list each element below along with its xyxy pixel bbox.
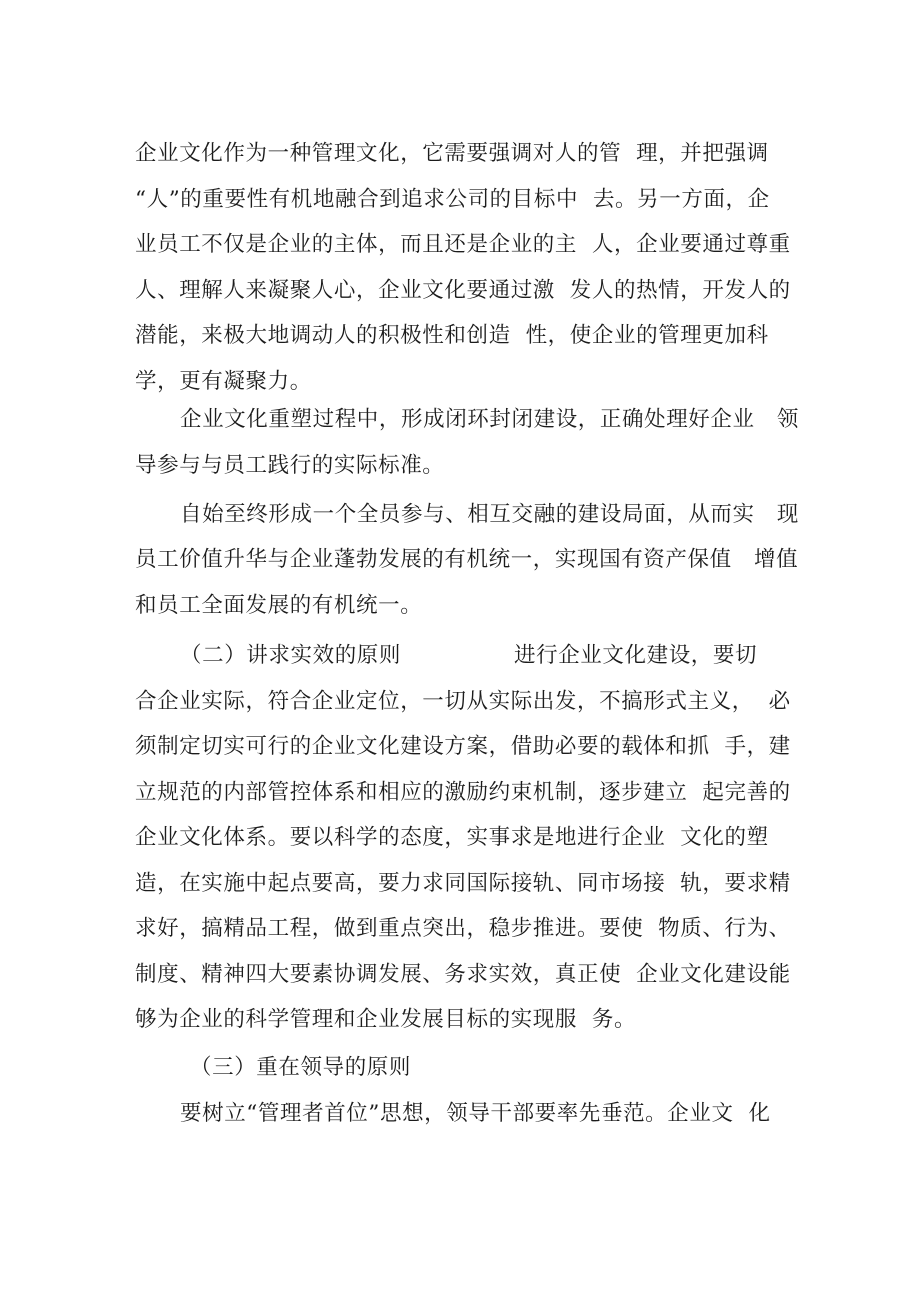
paragraph-line: 够为企业的科学管理和企业发展目标的实现服 务。 xyxy=(135,1007,637,1032)
paragraph-line: 制度、精神四大要素协调发展、务求实效，真正使 企业文化建设能 xyxy=(135,962,791,987)
paragraph-line: 潜能，来极大地调动人的积极性和创造 性，使企业的管理更加科 xyxy=(135,323,769,348)
paragraph-line: 企业文化体系。要以科学的态度，实事求是地进行企业 文化的塑 xyxy=(135,825,769,850)
paragraph-line: 进行企业文化建设，要切 xyxy=(514,643,758,668)
paragraph-line: 自始至终形成一个全员参与、相互交融的建设局面，从而实 现 xyxy=(180,502,800,527)
paragraph-line: 求好，搞精品工程，做到重点突出，稳步推进。要使 物质、行为、 xyxy=(135,916,791,941)
paragraph-line: 和员工全面发展的有机统一。 xyxy=(135,593,423,618)
paragraph-line: 人、理解人来凝聚人心，企业文化要通过激 发人的热情，开发人的 xyxy=(135,278,791,303)
section-heading: （二）讲求实效的原则 xyxy=(180,643,402,668)
paragraph-line: 须制定切实可行的企业文化建设方案，借助必要的载体和抓 手，建 xyxy=(135,734,791,759)
paragraph-line: “人”的重要性有机地融合到追求公司的目标中 去。另一方面，企 xyxy=(135,187,770,212)
paragraph-line: 导参与与员工践行的实际标准。 xyxy=(135,453,445,478)
paragraph-line: 业员工不仅是企业的主体，而且还是企业的主 人，企业要通过尊重 xyxy=(135,232,791,257)
paragraph-line: 企业文化作为一种管理文化，它需要强调对人的管 理，并把强调 xyxy=(135,141,769,166)
paragraph-line: 企业文化重塑过程中，形成闭环封闭建设，正确处理好企业 领 xyxy=(180,407,800,432)
paragraph-line: 员工价值升华与企业蓬勃发展的有机统一，实现国有资产保值 增值 xyxy=(135,547,799,572)
paragraph-line: 要树立“管理者首位”思想，领导干部要率先垂范。企业文 化 xyxy=(180,1101,771,1126)
paragraph-line: 学，更有凝聚力。 xyxy=(135,369,312,394)
paragraph-line: 造，在实施中起点要高，要力求同国际接轨、同市场接 轨，要求精 xyxy=(135,871,791,896)
paragraph-line: 合企业实际，符合企业定位，一切从实际出发，不搞形式主义， 必 xyxy=(135,689,791,714)
paragraph-line: 立规范的内部管控体系和相应的激励约束机制，逐步建立 起完善的 xyxy=(135,780,791,805)
section-heading: （三）重在领导的原则 xyxy=(190,1055,412,1080)
